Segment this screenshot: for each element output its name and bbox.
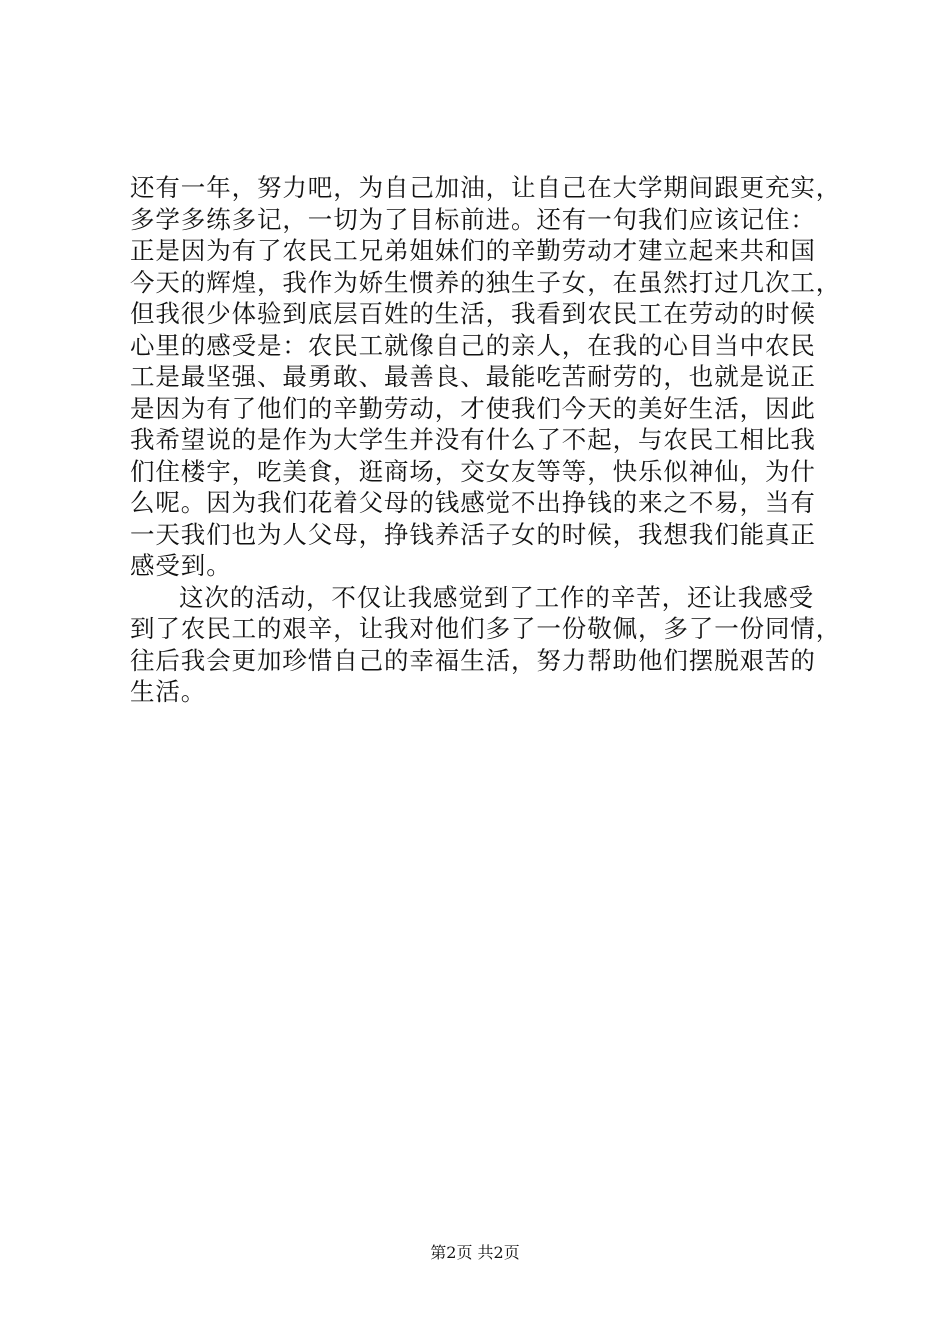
text-line: 感受到。 bbox=[130, 551, 232, 580]
text-line: 今天的辉煌，我作为娇生惯养的独生子女，在虽然打过几次工， bbox=[130, 267, 842, 297]
text-line: 往后我会更加珍惜自己的幸福生活，努力帮助他们摆脱艰苦的 bbox=[130, 645, 816, 675]
text-line: 们住楼宇，吃美食，逛商场，交女友等等，快乐似神仙，为什 bbox=[130, 456, 816, 486]
text-line: 但我很少体验到底层百姓的生活，我看到农民工在劳动的时候 bbox=[130, 299, 816, 328]
paragraph-1 bbox=[130, 172, 842, 582]
text-line: 一天我们也为人父母，挣钱养活子女的时候，我想我们能真正 bbox=[130, 519, 816, 549]
text-line: 么呢。因为我们花着父母的钱感觉不出挣钱的来之不易，当有 bbox=[130, 488, 816, 517]
text-line: 正是因为有了农民工兄弟姐妹们的辛勤劳动才建立起来共和国 bbox=[130, 236, 816, 265]
text-line: 这次的活动，不仅让我感觉到了工作的辛苦，还让我感受 bbox=[179, 582, 814, 612]
text-line: 工是最坚强、最勇敢、最善良、最能吃苦耐劳的，也就是说正 bbox=[130, 362, 816, 391]
text-line: 还有一年，努力吧，为自己加油，让自己在大学期间跟更充实， bbox=[130, 173, 842, 202]
text-line: 生活。 bbox=[130, 677, 207, 706]
text-line: 是因为有了他们的辛勤劳动，才使我们今天的美好生活，因此 bbox=[130, 393, 816, 423]
text-line: 心里的感受是：农民工就像自己的亲人，在我的心目当中农民 bbox=[130, 330, 816, 360]
paragraph-2 bbox=[130, 582, 842, 708]
text-line: 多学多练多记，一切为了目标前进。还有一句我们应该记住： bbox=[130, 204, 816, 234]
text-line: 我希望说的是作为大学生并没有什么了不起，与农民工相比我 bbox=[130, 425, 816, 454]
page-number-footer: 第2页 共2页 bbox=[430, 1243, 520, 1262]
text-line: 到了农民工的艰辛，让我对他们多了一份敬佩，多了一份同情， bbox=[130, 614, 842, 643]
body-text bbox=[130, 172, 842, 708]
